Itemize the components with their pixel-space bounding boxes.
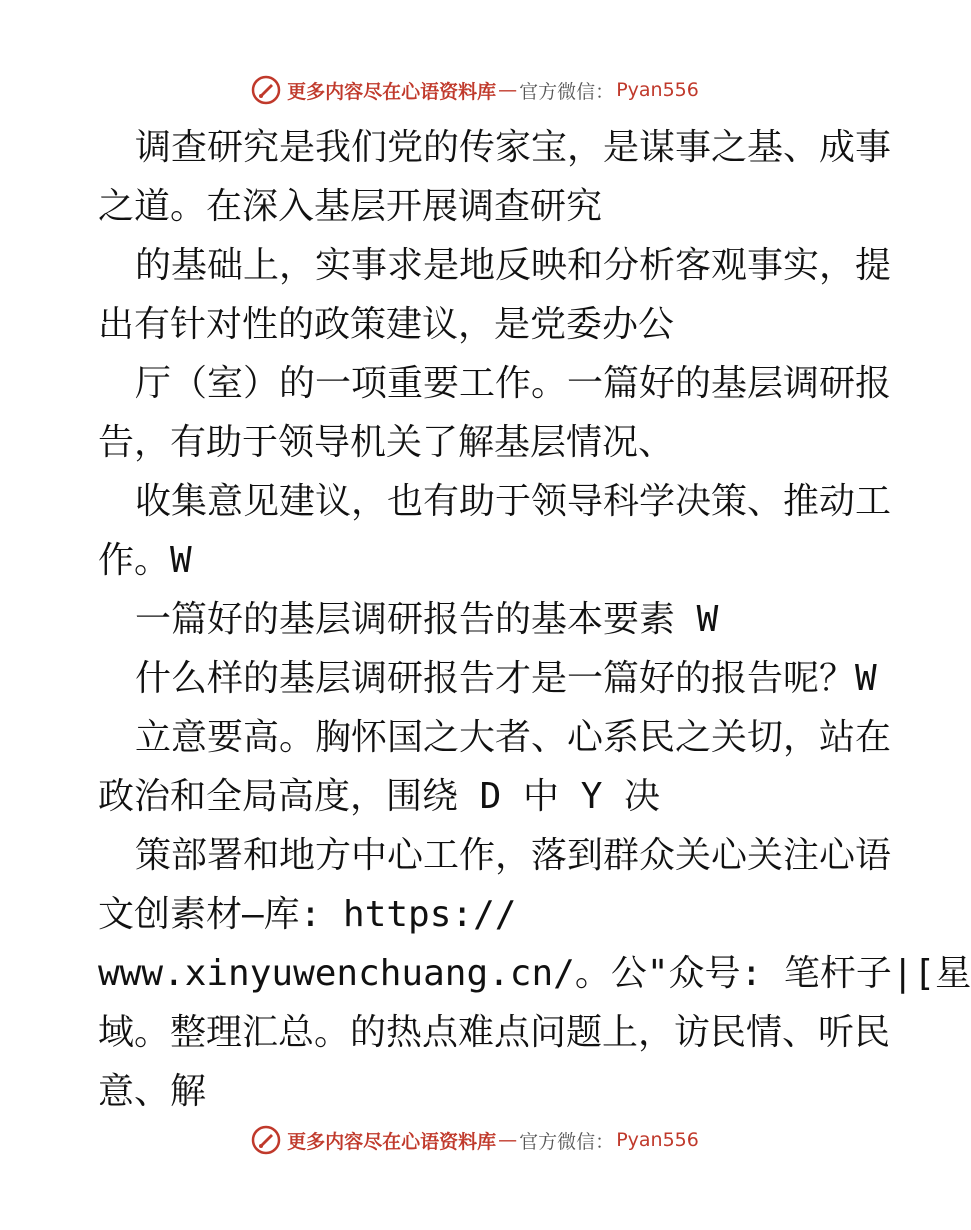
body-line: 域。整理汇总。的热点难点问题上，访民情、听民 [98, 1012, 891, 1053]
banner-handle: Pyan556 [616, 79, 699, 101]
brand-logo-icon [251, 1125, 281, 1155]
brand-logo-icon [251, 75, 281, 105]
body-line: 调查研究是我们党的传家宝，是谋事之基、成事 [135, 127, 892, 168]
body-line: 出有针对性的政策建议，是党委办公 [98, 304, 675, 345]
body-line: 文创素材—库: https:// [98, 894, 517, 935]
banner-brand-text: 更多内容尽在心语资料库 [287, 1130, 497, 1153]
banner-official-label: 官方微信： [519, 1130, 615, 1153]
body-line: 策部署和地方中心工作，落到群众关心关注心语 [135, 835, 892, 876]
header-watermark [0, 70, 950, 110]
banner-official-label: 官方微信： [519, 80, 615, 103]
body-line: 厅（室）的一项重要工作。一篇好的基层调研报 [135, 363, 892, 404]
banner-dash: — [498, 79, 518, 101]
body-line: www.xinyuwenchuang.cn/。公"众号: 笔杆子|[星 [98, 953, 971, 994]
body-line: 一篇好的基层调研报告的基本要素 W [135, 599, 719, 640]
body-line: 作。W [98, 540, 192, 581]
body-line: 意、解 [98, 1071, 207, 1112]
body-line: 立意要高。胸怀国之大者、心系民之关切，站在 [135, 717, 892, 758]
body-line: 什么样的基层调研报告才是一篇好的报告呢？W [135, 658, 877, 699]
body-line: 之道。在深入基层开展调查研究 [98, 186, 603, 227]
banner-brand-text: 更多内容尽在心语资料库 [287, 80, 497, 103]
body-line: 收集意见建议，也有助于领导科学决策、推动工 [135, 481, 892, 522]
body-line: 告，有助于领导机关了解基层情况、 [98, 422, 675, 463]
body-line: 政治和全局高度，围绕 D 中 Y 决 [98, 776, 661, 817]
footer-watermark [0, 1120, 950, 1160]
banner-dash: — [498, 1129, 518, 1151]
banner-handle: Pyan556 [616, 1129, 699, 1151]
document-body [98, 118, 971, 1121]
body-line: 的基础上，实事求是地反映和分析客观事实，提 [135, 245, 892, 286]
